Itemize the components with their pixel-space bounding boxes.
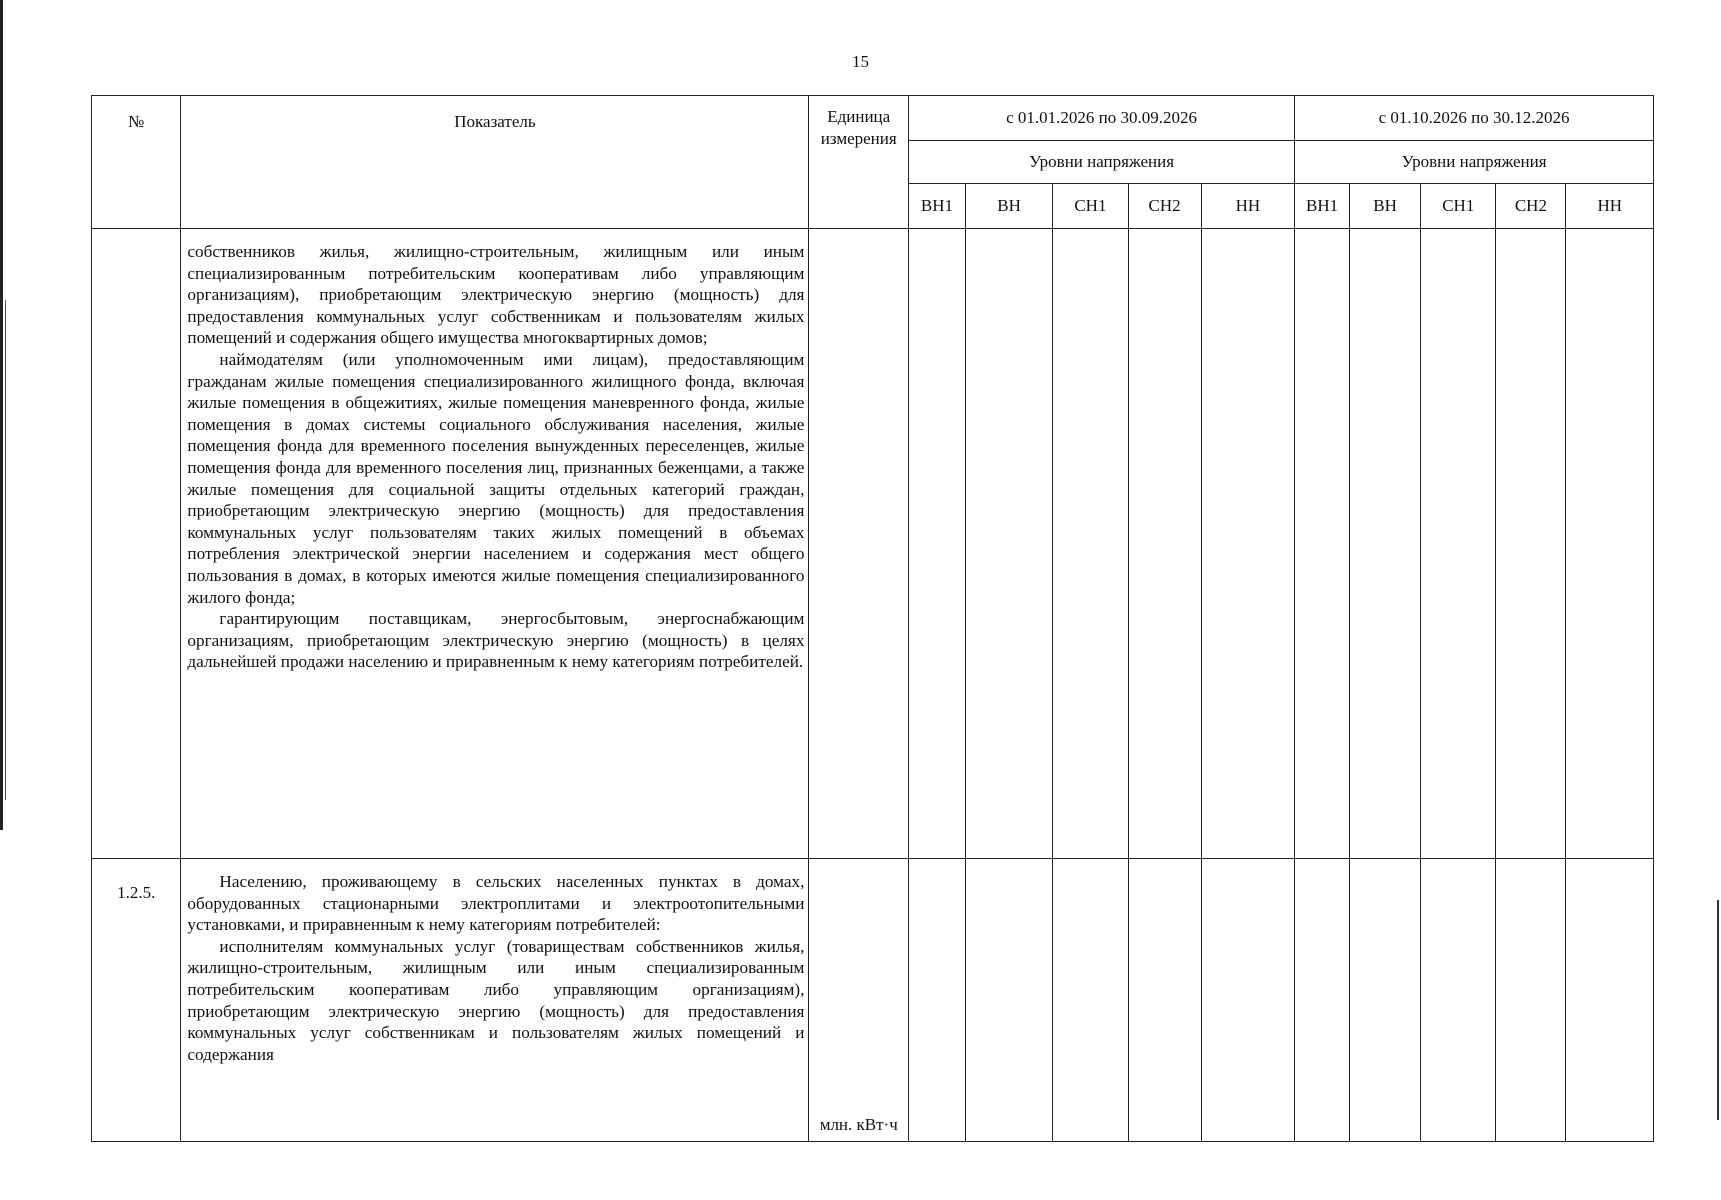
scan-left-edge xyxy=(0,0,3,830)
value-cell xyxy=(965,229,1052,859)
header-num: № xyxy=(92,96,181,229)
tariff-table xyxy=(91,95,1654,1142)
value-cell xyxy=(1566,859,1654,1142)
value-cell xyxy=(1496,859,1566,1142)
value-cell xyxy=(1128,229,1201,859)
row-number xyxy=(92,229,181,859)
header-levels-1: Уровни напряжения xyxy=(909,141,1295,184)
value-cell xyxy=(1350,229,1421,859)
indicator-paragraph: собственников жилья, жилищно-строительным, жилищным или иным специализированным потребительским кооперативам либо управляющим организациям), приобретающим электрическую энергию (мощность) для предоставления коммунальных услуг собственникам и пользователям жилых помещений и содержания общего имущества многоквартирных домов; xyxy=(187,242,805,348)
header-level-sn1: СН1 xyxy=(1053,184,1128,229)
header-level-vn: ВН xyxy=(1350,184,1421,229)
unit-cell: млн. кВт·ч xyxy=(809,859,909,1142)
indicator-paragraph: наймодателям (или уполномоченным ими лицам), предоставляющим гражданам жилые помещения специализированного жилищного фонда, включая жилые помещения в общежитиях, жилые помещения маневренного фонда, жилые помещения в домах системы социального обслуживания населения, жилые помещения фонда для временного поселения вынужденных переселенцев, жилые помещения фонда для временного поселения лиц, признанных беженцами, а также жилые помещения для социальной защиты отдельных категорий граждан, приобретающим электрическую энергию (мощность) для предоставления коммунальных услуг пользователям таких жилых помещений в объемах потребления электрической энергии населением и содержания мест общего пользования в домах, в которых имеются жилые помещения специализированного жилого фонда; xyxy=(187,349,805,607)
page-number: 15 xyxy=(852,52,869,71)
header-level-nn: НН xyxy=(1201,184,1295,229)
value-cell xyxy=(909,229,966,859)
value-cell xyxy=(1496,229,1566,859)
value-cell xyxy=(1421,859,1496,1142)
indicator-text xyxy=(181,859,809,1142)
header-period-1: с 01.01.2026 по 30.09.2026 xyxy=(909,96,1295,141)
value-cell xyxy=(1295,859,1350,1142)
value-cell xyxy=(1053,859,1128,1142)
header-period-2: с 01.10.2026 по 30.12.2026 xyxy=(1295,96,1654,141)
header-level-sn2: СН2 xyxy=(1128,184,1201,229)
value-cell xyxy=(1421,229,1496,859)
header-level-nn: НН xyxy=(1566,184,1654,229)
header-level-sn1: СН1 xyxy=(1421,184,1496,229)
indicator-paragraph: исполнителям коммунальных услуг (товариществам собственников жилья, жилищно-строительным, жилищным или иным специализированным потребительским кооперативам либо управляющим организациям), приобретающим электрическую энергию (мощность) для предоставления коммунальных услуг собственникам и пользователям жилых помещений и содержания xyxy=(187,936,805,1064)
header-unit: Единица измерения xyxy=(809,96,909,229)
table-row xyxy=(92,229,1654,859)
value-cell xyxy=(1566,229,1654,859)
indicator-paragraph: гарантирующим поставщикам, энергосбытовым, энергоснабжающим организациям, приобретающим электрическую энергию (мощность) в целях дальнейшей продажи населению и приравненным к нему категориям потребителей. xyxy=(187,609,805,672)
header-level-vn1: ВН1 xyxy=(1295,184,1350,229)
value-cell xyxy=(909,859,966,1142)
value-cell xyxy=(1201,229,1295,859)
value-cell xyxy=(1053,229,1128,859)
value-cell xyxy=(965,859,1052,1142)
value-cell xyxy=(1350,859,1421,1142)
scan-right-edge xyxy=(1717,900,1719,1120)
header-levels-2: Уровни напряжения xyxy=(1295,141,1654,184)
header-level-vn1: ВН1 xyxy=(909,184,966,229)
value-cell xyxy=(1201,859,1295,1142)
value-cell xyxy=(1295,229,1350,859)
indicator-text xyxy=(181,229,809,859)
table-row xyxy=(92,859,1654,1142)
header-indicator: Показатель xyxy=(181,96,809,229)
value-cell xyxy=(1128,859,1201,1142)
header-level-vn: ВН xyxy=(965,184,1052,229)
scan-left-edge-line xyxy=(5,300,6,800)
unit-cell xyxy=(809,229,909,859)
indicator-paragraph: Населению, проживающему в сельских населенных пунктах в домах, оборудованных стационарными электроплитами и электроотопительными установками, и приравненным к нему категориям потребителей: xyxy=(187,872,805,935)
header-level-sn2: СН2 xyxy=(1496,184,1566,229)
row-number: 1.2.5. xyxy=(92,859,181,1142)
